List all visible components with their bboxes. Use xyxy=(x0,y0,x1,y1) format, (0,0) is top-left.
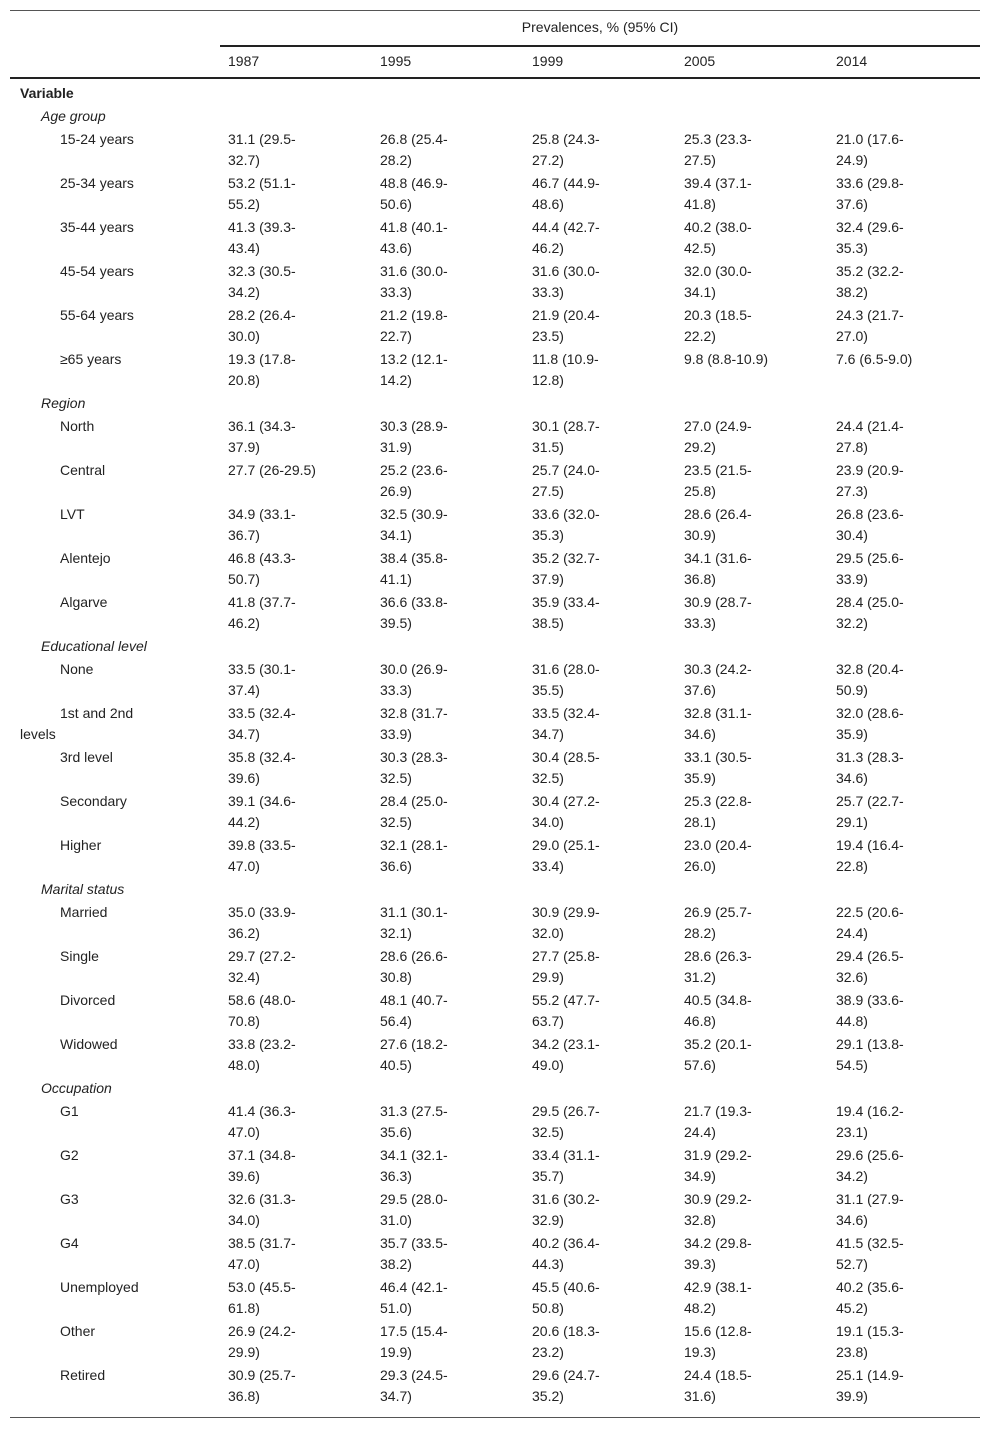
value-cell: 27.7 (26-29.5) xyxy=(228,462,316,478)
value-cell: 37.1 (34.8-39.6) xyxy=(228,1147,296,1184)
table-row xyxy=(10,1145,980,1189)
value-cell: 30.1 (28.7-31.5) xyxy=(532,418,600,455)
value-cell: 38.5 (31.7-47.0) xyxy=(228,1235,296,1272)
table-row xyxy=(10,217,980,261)
row-label: 25-34 years xyxy=(60,175,134,191)
value-cell: 25.2 (23.6-26.9) xyxy=(380,462,448,499)
table-row xyxy=(10,1277,980,1321)
value-cell: 38.4 (35.8-41.1) xyxy=(380,550,448,587)
value-cell: 33.8 (23.2-48.0) xyxy=(228,1036,296,1073)
table-body xyxy=(10,83,980,1409)
value-cell: 29.5 (28.0-31.0) xyxy=(380,1191,448,1228)
row-label: Higher xyxy=(60,837,102,853)
value-cell: 41.5 (32.5-52.7) xyxy=(836,1235,904,1272)
table-row xyxy=(10,592,980,636)
row-label: Central xyxy=(60,462,106,478)
row-label: Algarve xyxy=(60,594,108,610)
value-cell: 41.3 (39.3-43.4) xyxy=(228,219,296,256)
value-cell: 46.4 (42.1-51.0) xyxy=(380,1279,448,1316)
value-cell: 33.5 (32.4-34.7) xyxy=(228,705,296,742)
value-cell: 25.1 (14.9-39.9) xyxy=(836,1367,904,1404)
value-cell: 9.8 (8.8-10.9) xyxy=(684,351,769,367)
value-cell: 30.9 (29.2-32.8) xyxy=(684,1191,752,1228)
value-cell: 35.8 (32.4-39.6) xyxy=(228,749,296,786)
value-cell: 33.1 (30.5-35.9) xyxy=(684,749,752,786)
value-cell: 28.6 (26.3-31.2) xyxy=(684,948,752,985)
value-cell: 30.4 (28.5-32.5) xyxy=(532,749,600,786)
value-cell: 30.3 (24.2-37.6) xyxy=(684,661,752,698)
table-row xyxy=(10,902,980,946)
value-cell: 29.7 (27.2-32.4) xyxy=(228,948,296,985)
column-group-header: Prevalences, % (95% CI) xyxy=(220,11,980,47)
row-label: Secondary xyxy=(60,793,127,809)
value-cell: 31.1 (30.1-32.1) xyxy=(380,904,448,941)
row-label: G4 xyxy=(60,1235,79,1251)
table-row xyxy=(10,835,980,879)
value-cell: 17.5 (15.4-19.9) xyxy=(380,1323,448,1360)
value-cell: 32.0 (28.6-35.9) xyxy=(836,705,904,742)
value-cell: 32.4 (29.6-35.3) xyxy=(836,219,904,256)
table-row xyxy=(10,1365,980,1409)
table-row xyxy=(10,990,980,1034)
value-cell: 27.6 (18.2-40.5) xyxy=(380,1036,448,1073)
value-cell: 30.3 (28.9-31.9) xyxy=(380,418,448,455)
value-cell: 34.2 (23.1-49.0) xyxy=(532,1036,600,1073)
value-cell: 24.3 (21.7-27.0) xyxy=(836,307,904,344)
value-cell: 36.6 (33.8-39.5) xyxy=(380,594,448,631)
value-cell: 29.5 (26.7-32.5) xyxy=(532,1103,600,1140)
value-cell: 23.9 (20.9-27.3) xyxy=(836,462,904,499)
value-cell: 19.4 (16.4-22.8) xyxy=(836,837,904,874)
row-label: G2 xyxy=(60,1147,79,1163)
value-cell: 23.5 (21.5-25.8) xyxy=(684,462,752,499)
value-cell: 35.2 (32.7-37.9) xyxy=(532,550,600,587)
value-cell: 34.1 (32.1-36.3) xyxy=(380,1147,448,1184)
value-cell: 19.4 (16.2-23.1) xyxy=(836,1103,904,1140)
value-cell: 30.9 (28.7-33.3) xyxy=(684,594,752,631)
value-cell: 13.2 (12.1-14.2) xyxy=(380,351,448,388)
value-cell: 31.1 (27.9-34.6) xyxy=(836,1191,904,1228)
value-cell: 33.5 (32.4-34.7) xyxy=(532,705,600,742)
year-header-row xyxy=(10,45,980,79)
value-cell: 29.6 (24.7-35.2) xyxy=(532,1367,600,1404)
table-row xyxy=(10,1233,980,1277)
value-cell: 41.8 (40.1-43.6) xyxy=(380,219,448,256)
table-row xyxy=(10,261,980,305)
row-label: 45-54 years xyxy=(60,263,134,279)
value-cell: 7.6 (6.5-9.0) xyxy=(836,351,913,367)
value-cell: 27.0 (24.9-29.2) xyxy=(684,418,752,455)
table-row xyxy=(10,416,980,460)
value-cell: 30.9 (25.7-36.8) xyxy=(228,1367,296,1404)
variable-label: Variable xyxy=(20,85,74,101)
table-row xyxy=(10,1321,980,1365)
value-cell: 42.9 (38.1-48.2) xyxy=(684,1279,752,1316)
value-cell: 20.6 (18.3-23.2) xyxy=(532,1323,600,1360)
value-cell: 35.2 (32.2-38.2) xyxy=(836,263,904,300)
row-label: Alentejo xyxy=(60,550,111,566)
value-cell: 34.9 (33.1-36.7) xyxy=(228,506,296,543)
table-row xyxy=(10,791,980,835)
section-title: Occupation xyxy=(41,1080,112,1096)
row-label: G1 xyxy=(60,1103,79,1119)
value-cell: 32.5 (30.9-34.1) xyxy=(380,506,448,543)
value-cell: 24.4 (18.5-31.6) xyxy=(684,1367,752,1404)
section-title: Educational level xyxy=(41,638,147,654)
value-cell: 31.6 (30.2-32.9) xyxy=(532,1191,600,1228)
table-row xyxy=(10,129,980,173)
table-row xyxy=(10,1189,980,1233)
value-cell: 32.8 (31.7-33.9) xyxy=(380,705,448,742)
value-cell: 35.2 (20.1-57.6) xyxy=(684,1036,752,1073)
value-cell: 25.7 (22.7-29.1) xyxy=(836,793,904,830)
value-cell: 22.5 (20.6-24.4) xyxy=(836,904,904,941)
row-label: G3 xyxy=(60,1191,79,1207)
value-cell: 48.1 (40.7-56.4) xyxy=(380,992,448,1029)
value-cell: 29.4 (26.5-32.6) xyxy=(836,948,904,985)
value-cell: 30.4 (27.2-34.0) xyxy=(532,793,600,830)
value-cell: 28.6 (26.6-30.8) xyxy=(380,948,448,985)
row-label: 55-64 years xyxy=(60,307,134,323)
row-label: 15-24 years xyxy=(60,131,134,147)
table-row xyxy=(10,548,980,592)
table-row xyxy=(10,305,980,349)
table-row xyxy=(10,460,980,504)
value-cell: 38.9 (33.6-44.8) xyxy=(836,992,904,1029)
value-cell: 15.6 (12.8-19.3) xyxy=(684,1323,752,1360)
value-cell: 33.5 (30.1-37.4) xyxy=(228,661,296,698)
year-header: 1995 xyxy=(380,53,412,69)
year-header: 1999 xyxy=(532,53,564,69)
value-cell: 46.8 (43.3-50.7) xyxy=(228,550,296,587)
value-cell: 31.6 (30.0-33.3) xyxy=(380,263,448,300)
prevalence-table xyxy=(10,10,980,1418)
value-cell: 29.6 (25.6-34.2) xyxy=(836,1147,904,1184)
section-row xyxy=(10,393,980,416)
value-cell: 32.1 (28.1-36.6) xyxy=(380,837,448,874)
row-label: 3rd level xyxy=(60,749,113,765)
value-cell: 20.3 (18.5-22.2) xyxy=(684,307,752,344)
value-cell: 53.2 (51.1-55.2) xyxy=(228,175,296,212)
section-title: Age group xyxy=(41,108,106,124)
value-cell: 39.1 (34.6-44.2) xyxy=(228,793,296,830)
value-cell: 19.1 (15.3-23.8) xyxy=(836,1323,904,1360)
value-cell: 26.9 (25.7-28.2) xyxy=(684,904,752,941)
value-cell: 25.8 (24.3-27.2) xyxy=(532,131,600,168)
value-cell: 29.1 (13.8-54.5) xyxy=(836,1036,904,1073)
value-cell: 39.4 (37.1-41.8) xyxy=(684,175,752,212)
value-cell: 44.4 (42.7-46.2) xyxy=(532,219,600,256)
value-cell: 28.4 (25.0-32.5) xyxy=(380,793,448,830)
value-cell: 11.8 (10.9-12.8) xyxy=(532,351,599,388)
value-cell: 41.8 (37.7-46.2) xyxy=(228,594,296,631)
value-cell: 33.6 (32.0-35.3) xyxy=(532,506,600,543)
value-cell: 34.1 (31.6-36.8) xyxy=(684,550,752,587)
value-cell: 36.1 (34.3-37.9) xyxy=(228,418,296,455)
value-cell: 31.3 (27.5-35.6) xyxy=(380,1103,448,1140)
row-label: Divorced xyxy=(60,992,116,1008)
value-cell: 19.3 (17.8-20.8) xyxy=(228,351,296,388)
table-row xyxy=(10,1101,980,1145)
year-header: 2014 xyxy=(836,53,868,69)
value-cell: 41.4 (36.3-47.0) xyxy=(228,1103,296,1140)
row-label: ≥65 years xyxy=(60,351,122,367)
section-row xyxy=(10,879,980,902)
value-cell: 45.5 (40.6-50.8) xyxy=(532,1279,600,1316)
value-cell: 28.4 (25.0-32.2) xyxy=(836,594,904,631)
section-row xyxy=(10,1078,980,1101)
row-label: LVT xyxy=(60,506,85,522)
table-row xyxy=(10,1034,980,1078)
value-cell: 30.3 (28.3-32.5) xyxy=(380,749,448,786)
value-cell: 29.0 (25.1-33.4) xyxy=(532,837,600,874)
value-cell: 40.5 (34.8-46.8) xyxy=(684,992,752,1029)
row-label: Other xyxy=(60,1323,96,1339)
value-cell: 21.0 (17.6-24.9) xyxy=(836,131,904,168)
value-cell: 29.3 (24.5-34.7) xyxy=(380,1367,448,1404)
value-cell: 33.6 (29.8-37.6) xyxy=(836,175,904,212)
value-cell: 25.3 (23.3-27.5) xyxy=(684,131,752,168)
row-label: None xyxy=(60,661,94,677)
value-cell: 53.0 (45.5-61.8) xyxy=(228,1279,296,1316)
value-cell: 21.2 (19.8-22.7) xyxy=(380,307,448,344)
value-cell: 25.3 (22.8-28.1) xyxy=(684,793,752,830)
section-title: Region xyxy=(41,395,86,411)
value-cell: 32.8 (20.4-50.9) xyxy=(836,661,904,698)
value-cell: 32.0 (30.0-34.1) xyxy=(684,263,752,300)
table-row xyxy=(10,946,980,990)
value-cell: 27.7 (25.8-29.9) xyxy=(532,948,600,985)
value-cell: 48.8 (46.9-50.6) xyxy=(380,175,448,212)
value-cell: 31.6 (28.0-35.5) xyxy=(532,661,600,698)
value-cell: 32.6 (31.3-34.0) xyxy=(228,1191,296,1228)
year-header: 2005 xyxy=(684,53,716,69)
year-header: 1987 xyxy=(228,53,260,69)
value-cell: 58.6 (48.0-70.8) xyxy=(228,992,296,1029)
value-cell: 31.3 (28.3-34.6) xyxy=(836,749,904,786)
section-row xyxy=(10,636,980,659)
section-title: Marital status xyxy=(41,881,125,897)
value-cell: 32.8 (31.1-34.6) xyxy=(684,705,752,742)
value-cell: 29.5 (25.6-33.9) xyxy=(836,550,904,587)
value-cell: 28.2 (26.4-30.0) xyxy=(228,307,296,344)
table-row xyxy=(10,349,980,393)
row-label: Widowed xyxy=(60,1036,118,1052)
value-cell: 35.9 (33.4-38.5) xyxy=(532,594,600,631)
value-cell: 28.6 (26.4-30.9) xyxy=(684,506,752,543)
value-cell: 55.2 (47.7-63.7) xyxy=(532,992,600,1029)
section-row xyxy=(10,106,980,129)
value-cell: 40.2 (36.4-44.3) xyxy=(532,1235,600,1272)
value-cell: 26.8 (23.6-30.4) xyxy=(836,506,904,543)
value-cell: 32.3 (30.5-34.2) xyxy=(228,263,296,300)
variable-row xyxy=(10,83,980,106)
value-cell: 35.7 (33.5-38.2) xyxy=(380,1235,448,1272)
value-cell: 21.9 (20.4-23.5) xyxy=(532,307,600,344)
table-row xyxy=(10,703,980,747)
value-cell: 30.0 (26.9-33.3) xyxy=(380,661,448,698)
table-row xyxy=(10,504,980,548)
value-cell: 39.8 (33.5-47.0) xyxy=(228,837,296,874)
value-cell: 33.4 (31.1-35.7) xyxy=(532,1147,600,1184)
value-cell: 34.2 (29.8-39.3) xyxy=(684,1235,752,1272)
row-label: 35-44 years xyxy=(60,219,134,235)
value-cell: 21.7 (19.3-24.4) xyxy=(684,1103,752,1140)
value-cell: 26.8 (25.4-28.2) xyxy=(380,131,448,168)
value-cell: 26.9 (24.2-29.9) xyxy=(228,1323,296,1360)
row-label: 1st and 2nd levels xyxy=(20,705,134,742)
row-label: Unemployed xyxy=(60,1279,139,1295)
value-cell: 23.0 (20.4-26.0) xyxy=(684,837,752,874)
value-cell: 30.9 (29.9-32.0) xyxy=(532,904,600,941)
value-cell: 31.6 (30.0-33.3) xyxy=(532,263,600,300)
value-cell: 40.2 (38.0-42.5) xyxy=(684,219,752,256)
value-cell: 25.7 (24.0-27.5) xyxy=(532,462,600,499)
table-row xyxy=(10,747,980,791)
table-row xyxy=(10,659,980,703)
row-label: Single xyxy=(60,948,99,964)
table-row xyxy=(10,173,980,217)
value-cell: 31.9 (29.2-34.9) xyxy=(684,1147,752,1184)
row-label: North xyxy=(60,418,95,434)
row-label: Retired xyxy=(60,1367,106,1383)
row-label: Married xyxy=(60,904,108,920)
value-cell: 24.4 (21.4-27.8) xyxy=(836,418,904,455)
value-cell: 35.0 (33.9-36.2) xyxy=(228,904,296,941)
value-cell: 40.2 (35.6-45.2) xyxy=(836,1279,904,1316)
value-cell: 46.7 (44.9-48.6) xyxy=(532,175,600,212)
value-cell: 31.1 (29.5-32.7) xyxy=(228,131,296,168)
